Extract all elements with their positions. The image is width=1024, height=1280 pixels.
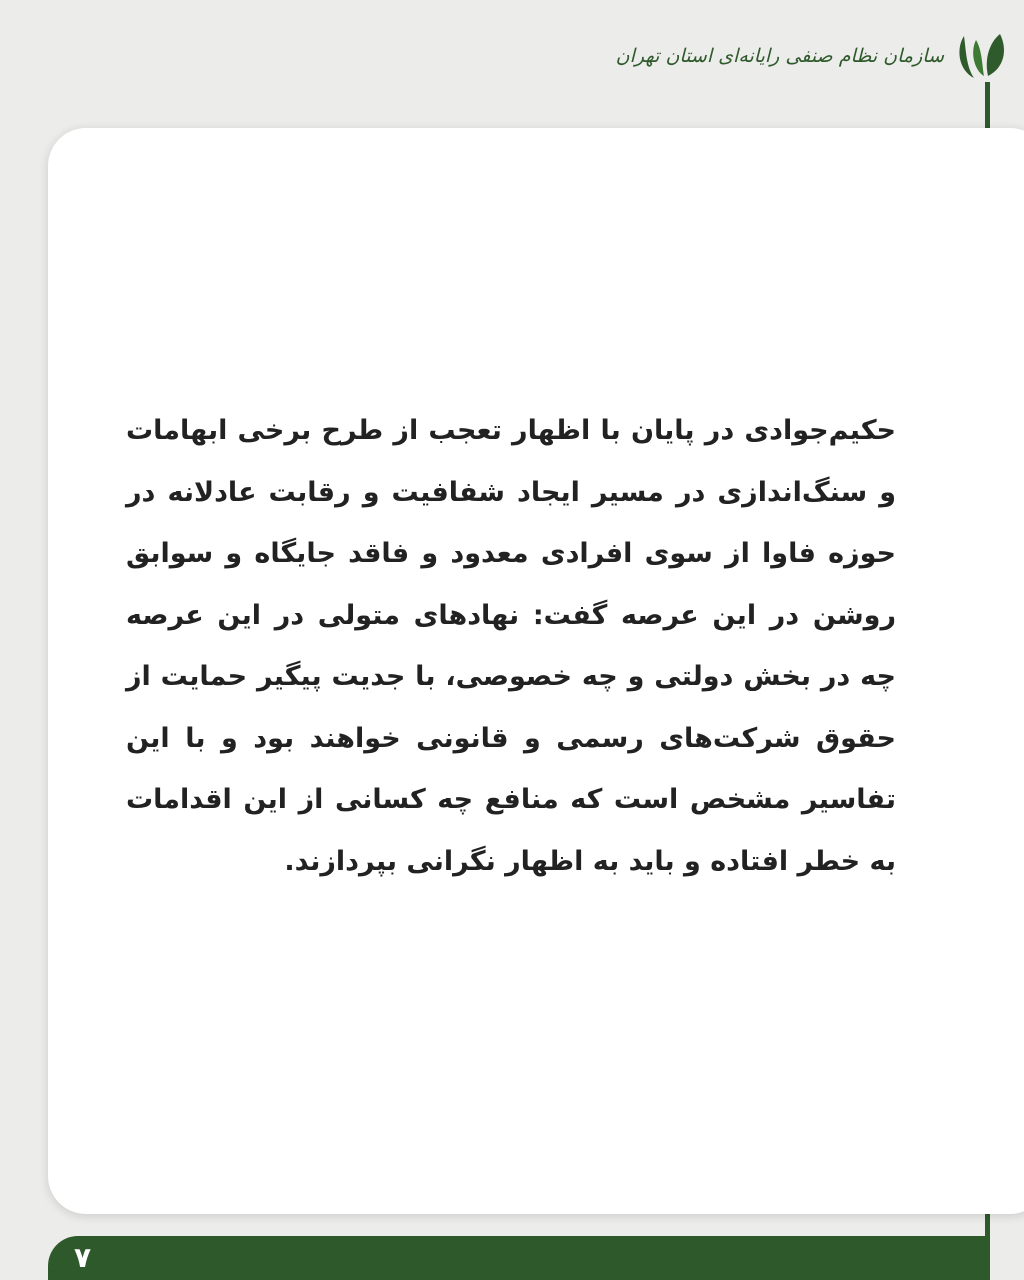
article-paragraph: حکیم‌جوادی در پایان با اظهار تعجب از طرح برخی ابهامات و سنگ‌اندازی در مسیر ایجاد شفافیت و رقابت عادلانه در حوزه فاوا از سوی افرادی معدود و فاقد جایگاه و سوابق روشن در این عرصه گفت: نهادهای متولی در این عرصه چه در بخش دولتی و چه خصوصی، با جدیت پیگیر حمایت از حقوق شرکت‌های رسمی و قانونی خواهند بود و با این تفاسیر مشخص است که منافع چه کسانی از این اقدامات به خطر افتاده و باید به اظهار نگرانی بپردازند.: [126, 415, 896, 877]
page-number: ۷: [74, 1241, 92, 1274]
content-card: [48, 128, 1024, 1214]
green-leaf-logo-icon: [954, 28, 1010, 84]
header: [616, 28, 1010, 84]
organization-name: سازمان نظام صنفی رایانه‌ای استان تهران: [615, 45, 944, 67]
footer-bar: [48, 1236, 985, 1280]
